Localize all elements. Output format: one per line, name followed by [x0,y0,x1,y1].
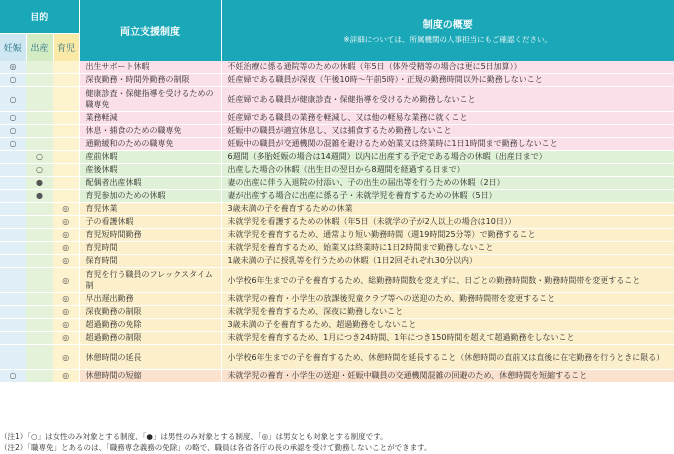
mark-childcare: ◎ [53,216,79,229]
table-row [0,242,674,255]
table-row [0,306,674,319]
mark-pregnancy: ◎ [0,61,26,74]
system-name: 産後休暇 [79,164,221,177]
system-name: 深夜勤務・時間外勤務の制限 [79,74,221,87]
header-overview-note: ※詳細については、所属機関の人事担当にもご確認ください。 [343,35,553,44]
table-row [0,177,674,190]
system-overview: 未就学児の養育・小学生の送迎・妊娠中職員の交通機関混雑の回避のため、休憩時間を短縮すること [221,370,674,383]
mark-birth [26,345,53,370]
mark-pregnancy [0,164,26,177]
mark-birth [26,242,53,255]
system-overview: 小学校6年生までの子を養育するため、総勤務時間数を変えずに、日ごとの勤務時間数・勤務時間帯を変更すること [221,268,674,293]
header-overview-title: 制度の概要 [422,20,473,31]
header-system: 両立支援制度 [79,0,221,61]
mark-birth [26,112,53,125]
mark-childcare [53,87,79,112]
system-name: 子の看護休暇 [79,216,221,229]
mark-childcare: ◎ [53,255,79,268]
mark-pregnancy [0,306,26,319]
mark-birth [26,229,53,242]
system-name: 育児休業 [79,203,221,216]
mark-birth [26,61,53,74]
mark-birth [26,332,53,345]
system-overview: 小学校6年生までの子を養育するため、休憩時間を延長すること（休憩時間の直前又は直後に在宅勤務を行うときに限る） [221,345,674,370]
mark-pregnancy: ○ [0,74,26,87]
system-name: 育児を行う職員のフレックスタイム制 [79,268,221,293]
mark-childcare: ◎ [53,293,79,306]
mark-pregnancy: ○ [0,125,26,138]
mark-pregnancy [0,293,26,306]
mark-childcare: ◎ [53,306,79,319]
system-name: 休憩時間の短縮 [79,370,221,383]
system-overview: 3歳未満の子を養育するための休業 [221,203,674,216]
table-row [0,216,674,229]
system-name: 休憩時間の延長 [79,345,221,370]
mark-birth [26,370,53,383]
system-overview: 6週間（多胎妊娠の場合は14週間）以内に出産する予定である場合の休暇（出産日まで） [221,151,674,164]
system-overview: 妊産婦である職員が深夜（午後10時～午前5時）・正規の勤務時間以外に勤務しないこと [221,74,674,87]
system-overview: 未就学児を養育するため、通常より短い勤務時間（週19時間25分等）で勤務すること [221,229,674,242]
table-row [0,332,674,345]
mark-birth [26,125,53,138]
system-overview: 未就学児を養育するため、1月につき24時間、1年につき150時間を超えて超過勤務をしないこと [221,332,674,345]
system-overview: 不妊治療に係る通院等のための休暇（年5日（体外受精等の場合は更に5日加算）） [221,61,674,74]
mark-childcare [53,61,79,74]
system-overview: 妻が出産する場合に出産に係る子・未就学児を養育するための休暇（5日） [221,190,674,203]
footnote-2: （注2）「職専免」とあるのは、「職務専念義務の免除」の略で、職員は各省各庁の長の承認を受けて勤務しないことができます。 [0,443,432,452]
table-row [0,164,674,177]
mark-childcare [53,164,79,177]
mark-birth [26,319,53,332]
system-overview: 未就学児を養育するため、始業又は終業時に1日2時間まで勤務しないこと [221,242,674,255]
mark-pregnancy [0,151,26,164]
mark-childcare [53,190,79,203]
mark-birth [26,268,53,293]
system-name: 休息・捕食のための職専免 [79,125,221,138]
table-row [0,319,674,332]
mark-childcare [53,112,79,125]
system-overview: 出産した場合の休暇（出生日の翌日から8週間を経過する日まで） [221,164,674,177]
system-name: 配偶者出産休暇 [79,177,221,190]
header-birth: 出産 [26,33,53,61]
header-purpose: 目的 [0,0,79,33]
table-row [0,138,674,151]
mark-pregnancy [0,203,26,216]
system-overview: 妊娠中の職員が交通機関の混雑を避けるため始業又は終業時に1日1時間まで勤務しないこと [221,138,674,151]
system-name: 産前休暇 [79,151,221,164]
table-row [0,255,674,268]
system-overview: 未就学児を看護するための休暇（年5日（未就学の子が2人以上の場合は10日）） [221,216,674,229]
mark-pregnancy: ○ [0,112,26,125]
mark-birth [26,203,53,216]
mark-birth [26,87,53,112]
mark-childcare: ◎ [53,242,79,255]
system-overview: 3歳未満の子を養育するため、超過勤務をしないこと [221,319,674,332]
mark-pregnancy [0,242,26,255]
system-name: 健康診査・保健指導を受けるための職専免 [79,87,221,112]
mark-pregnancy [0,190,26,203]
mark-pregnancy: ○ [0,87,26,112]
mark-childcare [53,177,79,190]
mark-childcare: ◎ [53,370,79,383]
system-overview: 妻の出産に伴う入退院の付添い、子の出生の届出等を行うための休暇（2日） [221,177,674,190]
system-name: 出生サポート休暇 [79,61,221,74]
system-name: 育児時間 [79,242,221,255]
mark-birth [26,74,53,87]
system-name: 育児短時間勤務 [79,229,221,242]
mark-pregnancy [0,216,26,229]
table-row [0,125,674,138]
system-name: 通勤緩和のための職専免 [79,138,221,151]
system-name: 超過勤務の制限 [79,332,221,345]
table-row [0,293,674,306]
footnotes [0,431,674,453]
system-overview: 未就学児を養育するため、深夜に勤務しないこと [221,306,674,319]
mark-birth [26,306,53,319]
system-name: 超過勤務の免除 [79,319,221,332]
mark-pregnancy [0,345,26,370]
table-row [0,190,674,203]
system-overview: 妊産婦である職員が健康診査・保健指導を受けるため勤務しないこと [221,87,674,112]
mark-pregnancy [0,177,26,190]
system-name: 深夜勤務の制限 [79,306,221,319]
footnote-1: （注1）「○」は女性のみ対象とする制度、「●」は男性のみ対象とする制度、「◎」は男女とも対象とする制度です。 [0,432,388,441]
table-row [0,268,674,293]
system-name: 業務軽減 [79,112,221,125]
table-row [0,61,674,74]
mark-birth [26,216,53,229]
mark-pregnancy [0,332,26,345]
mark-childcare: ◎ [53,203,79,216]
mark-pregnancy: ○ [0,370,26,383]
mark-pregnancy [0,255,26,268]
mark-childcare [53,125,79,138]
mark-birth [26,255,53,268]
mark-childcare [53,74,79,87]
mark-childcare: ◎ [53,345,79,370]
mark-childcare [53,138,79,151]
mark-birth: ○ [26,151,53,164]
table-row [0,151,674,164]
system-overview: 1歳未満の子に授乳等を行うための休暇（1日2回それぞれ30分以内） [221,255,674,268]
table-row [0,74,674,87]
table-row [0,87,674,112]
header-overview [221,0,674,61]
table-row [0,112,674,125]
system-overview: 未就学児の養育・小学生の放課後児童クラブ等への送迎のため、勤務時間帯を変更すること [221,293,674,306]
table-row [0,203,674,216]
system-name: 早出遅出勤務 [79,293,221,306]
system-name: 保育時間 [79,255,221,268]
mark-birth: ○ [26,164,53,177]
mark-birth [26,293,53,306]
mark-pregnancy [0,268,26,293]
mark-birth: ● [26,177,53,190]
mark-childcare: ◎ [53,319,79,332]
header-childcare: 育児 [53,33,79,61]
mark-pregnancy [0,319,26,332]
system-overview: 妊娠中の職員が適宜休息し、又は捕食するため勤務しないこと [221,125,674,138]
mark-childcare: ◎ [53,229,79,242]
mark-birth [26,138,53,151]
mark-pregnancy: ○ [0,138,26,151]
mark-childcare: ◎ [53,268,79,293]
table-row [0,229,674,242]
mark-birth: ● [26,190,53,203]
table-row [0,345,674,370]
system-name: 育児参加のための休暇 [79,190,221,203]
system-overview: 妊産婦である職員の業務を軽減し、又は他の軽易な業務に就くこと [221,112,674,125]
mark-childcare: ◎ [53,332,79,345]
mark-childcare [53,151,79,164]
table-row [0,370,674,383]
header-pregnancy: 妊娠 [0,33,26,61]
mark-pregnancy [0,229,26,242]
